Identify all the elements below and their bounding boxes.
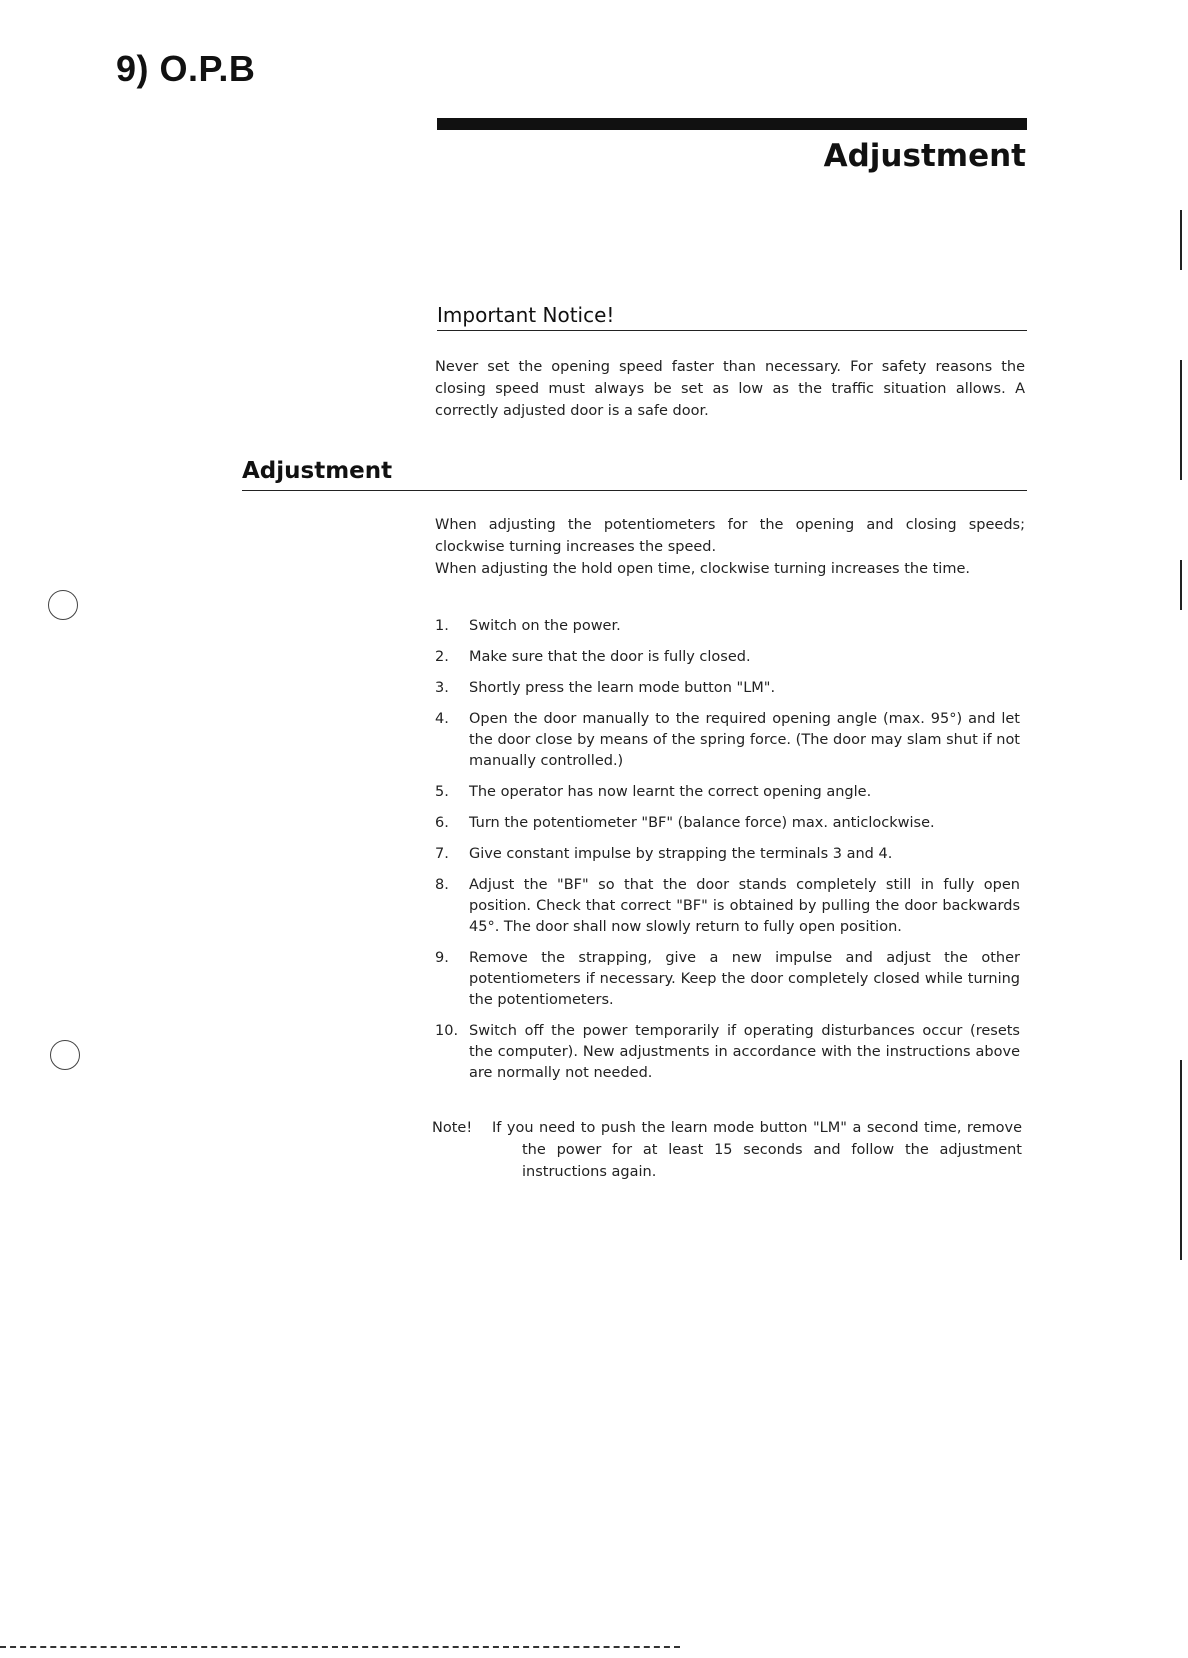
step-number: 7. xyxy=(435,846,449,862)
margin-mark xyxy=(1180,560,1182,610)
intro-paragraph-hold-open: When adjusting the hold open time, clockwise turning increases the time. xyxy=(435,561,970,577)
step-text: Open the door manually to the required opening angle (max. 95°) and let the door close by means of the spring force. (The door may slam shut if not manually controlled.) xyxy=(469,711,1020,769)
adjustment-intro xyxy=(435,514,1025,580)
punch-hole-icon xyxy=(50,1040,80,1070)
step-text: Switch off the power temporarily if operating disturbances occur (resets the computer). New adjustments in accordance with the instructions above are normally not needed. xyxy=(469,1023,1020,1081)
step-item xyxy=(435,678,1020,699)
intro-paragraph-speed: When adjusting the potentiometers for the opening and closing speeds; clockwise turning increases the speed. xyxy=(435,517,1025,555)
step-number: 3. xyxy=(435,680,449,696)
margin-mark xyxy=(1180,210,1182,270)
step-text: Make sure that the door is fully closed. xyxy=(469,649,751,665)
adjustment-steps-list xyxy=(435,616,1020,1094)
step-number: 5. xyxy=(435,784,449,800)
margin-mark xyxy=(1180,1060,1182,1260)
note-label: Note! xyxy=(432,1120,473,1136)
important-notice-heading: Important Notice! xyxy=(437,303,615,327)
step-number: 6. xyxy=(435,815,449,831)
step-item xyxy=(435,616,1020,637)
page-label: 9) O.P.B xyxy=(116,48,256,89)
note-text: If you need to push the learn mode button "LM" a second time, remove the power for at least 15 seconds and follow the adjustment instructions again. xyxy=(492,1120,1022,1180)
step-number: 8. xyxy=(435,877,449,893)
step-item xyxy=(435,647,1020,668)
step-number: 10. xyxy=(435,1023,459,1039)
step-text: The operator has now learnt the correct opening angle. xyxy=(469,784,872,800)
notice-divider xyxy=(437,330,1027,331)
adjustment-heading: Adjustment xyxy=(242,458,393,484)
margin-mark xyxy=(1180,360,1182,480)
adjustment-divider xyxy=(242,490,1027,491)
step-item xyxy=(435,875,1020,938)
step-text: Give constant impulse by strapping the terminals 3 and 4. xyxy=(469,846,893,862)
step-item xyxy=(435,813,1020,834)
step-item xyxy=(435,844,1020,865)
scan-bottom-edge xyxy=(0,1646,680,1648)
step-text: Switch on the power. xyxy=(469,618,621,634)
step-item xyxy=(435,1021,1020,1084)
step-text: Turn the potentiometer "BF" (balance force) max. anticlockwise. xyxy=(469,815,935,831)
step-number: 2. xyxy=(435,649,449,665)
step-text: Shortly press the learn mode button "LM". xyxy=(469,680,776,696)
section-title: Adjustment xyxy=(823,138,1026,174)
step-item xyxy=(435,709,1020,772)
step-number: 1. xyxy=(435,618,449,634)
punch-hole-icon xyxy=(48,590,78,620)
step-item xyxy=(435,948,1020,1011)
step-number: 4. xyxy=(435,711,449,727)
note-block xyxy=(432,1117,1022,1183)
step-text: Remove the strapping, give a new impulse and adjust the other potentiometers if necessary. Keep the door completely closed while turning the potentiometers. xyxy=(469,950,1020,1008)
step-item xyxy=(435,782,1020,803)
header-rule xyxy=(437,118,1027,130)
step-number: 9. xyxy=(435,950,449,966)
step-text: Adjust the "BF" so that the door stands completely still in fully open position. Check that correct "BF" is obtained by pulling the door backwards 45°. The door shall now slowly return to fully open position. xyxy=(469,877,1020,935)
important-notice-text: Never set the opening speed faster than necessary. For safety reasons the closing speed must always be set as low as the traffic situation allows. A correctly adjusted door is a safe door. xyxy=(435,359,1025,419)
